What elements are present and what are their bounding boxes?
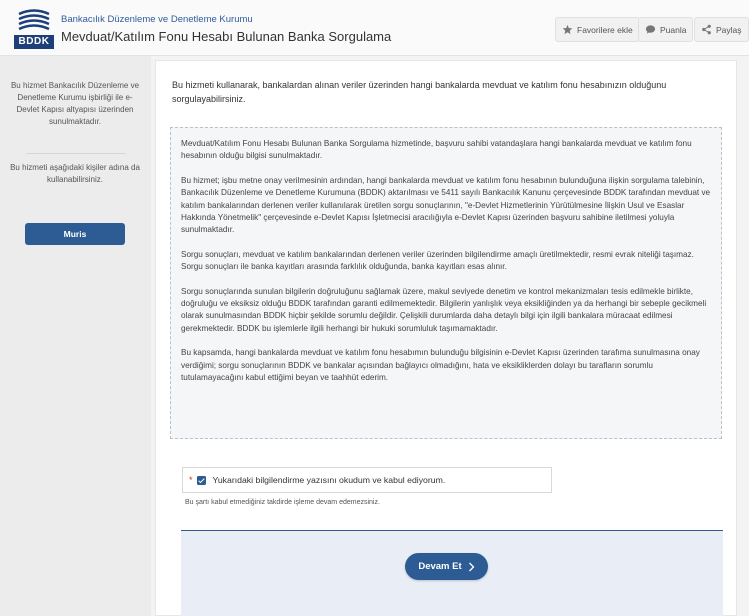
disclaimer-paragraph: Sorgu sonuçlarında sunulan bilgilerin doğruluğunu sağlamak üzere, makul seviyede denetim ve kontrol mekanizmaları tesis edilmekle birlikte, doğruluğu ve eksiksiz olduğu BDDK tarafından garanti edilmemektedir. Bilgilerin yanlışlık veya eksikliğinden ya da herhangi bir sebeple gecikmeli olarak sunulmasından BDDK hiçbir şekilde sorumlu değildir. Çelişkili durumlarda daha detaylı bilgi için ilgili bankalara müracaat edilmesi gerekmektedir. BDDK bu işlemlerle ilgili herhangi bir hukuki sorumluluk taşımamaktadır.	[181, 286, 707, 333]
required-marker: *	[189, 475, 193, 485]
chat-bubble-icon	[645, 24, 656, 35]
sidebar-delegation-info: Bu hizmeti aşağıdaki kişiler adına da kullanabilirsiniz.	[10, 163, 140, 184]
continue-button-label: Devam Et	[418, 561, 462, 572]
share-button-label: Paylaş	[716, 24, 742, 35]
intro-text: Bu hizmeti kullanarak, bankalardan alınan veriler üzerinden hangi bankalarda mevduat ve katılım fonu hesabınızın olduğunu sorgulayabilirsiniz.	[172, 80, 667, 104]
continue-button[interactable]	[405, 553, 488, 580]
disclaimer-paragraph: Bu hizmet; işbu metne onay verilmesinin ardından, hangi bankalarda mevduat ve katılım fonu hesabının bulunduğuna ilişkin sorgulama talebinin, Bankacılık Düzenleme ve Denetleme Kurumuna (BDDK) aktarılması ve 5411 sayılı Bankacılık Kanunu çerçevesinde BDDK tarafından mevduat ve katılım bankalarından derlenen veriler kullanılarak üretilen sorgu sonuçlarının, "e-Devlet Hizmetlerinin Yürütülmesine İlişkin Usul ve Esaslar Hakkında Yönetmelik" çerçevesinde e-Devlet Kapısı İşletmecisi aracılığıyla e-Devlet Kapısı üzerinden başvuru sahibine iletilmesi yoluyla sunulmaktadır.	[181, 175, 711, 235]
sidebar-service-info: Bu hizmet Bankacılık Düzenleme ve Denetleme Kurumu işbirliği ile e-Devlet Kapısı altyapısı üzerinden sunulmaktadır.	[10, 81, 140, 126]
disclaimer-paragraph: Mevduat/Katılım Fonu Hesabı Bulunan Banka Sorgulama hizmetinde, başvuru sahibi vatandaşlara hangi bankalarda mevduat ve katılım fonu hesabının olduğu bilgisi sunulmaktadır.	[181, 139, 692, 161]
page-title: Mevduat/Katılım Fonu Hesabı Bulunan Banka Sorgulama	[61, 29, 392, 44]
disclaimer-box	[170, 127, 722, 439]
rate-button-label: Puanla	[660, 24, 687, 35]
rate-button[interactable]	[638, 17, 693, 42]
page-header	[0, 0, 749, 56]
bddk-logo[interactable]	[14, 8, 54, 50]
consent-hint: Bu şartı kabul etmediğiniz takdirde işleme devam edemezsiniz.	[185, 499, 380, 506]
favorite-button[interactable]	[555, 17, 640, 42]
sidebar-divider	[26, 153, 126, 154]
disclaimer-paragraph: Bu kapsamda, hangi bankalarda mevduat ve katılım fonu hesabımın bulunduğu bilgisinin e-Devlet Kapısı üzerinden tarafıma sunulmasına onay verdiğimi; sorgu sonuçlarının BDDK ve bankalar açısından bağlayıcı olmadığını, hata ve eksikliklerden dolayı bu tarafların sorumlu tutulamayacağını kabul ettiğimi beyan ve taahhüt ederim.	[181, 348, 700, 383]
favorite-button-label: Favorilere ekle	[577, 24, 633, 35]
bddk-logo-text: BDDK	[14, 35, 54, 49]
consent-row[interactable]	[182, 467, 552, 493]
muris-button[interactable]: Muris	[25, 223, 125, 245]
submit-area	[181, 530, 723, 616]
chevron-right-icon	[468, 562, 475, 572]
bddk-logo-mark-icon	[17, 8, 51, 34]
institution-name: Bankacılık Düzenleme ve Denetleme Kurumu	[61, 14, 253, 25]
star-icon	[562, 24, 573, 35]
sidebar	[0, 56, 151, 616]
consent-label[interactable]: Yukarıdaki bilgilendirme yazısını okudum ve kabul ediyorum.	[212, 475, 446, 485]
share-button[interactable]	[694, 17, 749, 42]
main-content	[155, 60, 737, 616]
share-icon	[701, 24, 712, 35]
consent-checkbox[interactable]	[197, 476, 206, 485]
disclaimer-paragraph: Sorgu sonuçları, mevduat ve katılım bankalarından derlenen veriler üzerinden bilgilendirme amaçlı üretilmektedir, resmi evrak niteliği taşımaz. Sorgu sonuçları ile banka kayıtları arasında farklılık olduğunda, banka kayıtları esas alınır.	[181, 249, 694, 272]
